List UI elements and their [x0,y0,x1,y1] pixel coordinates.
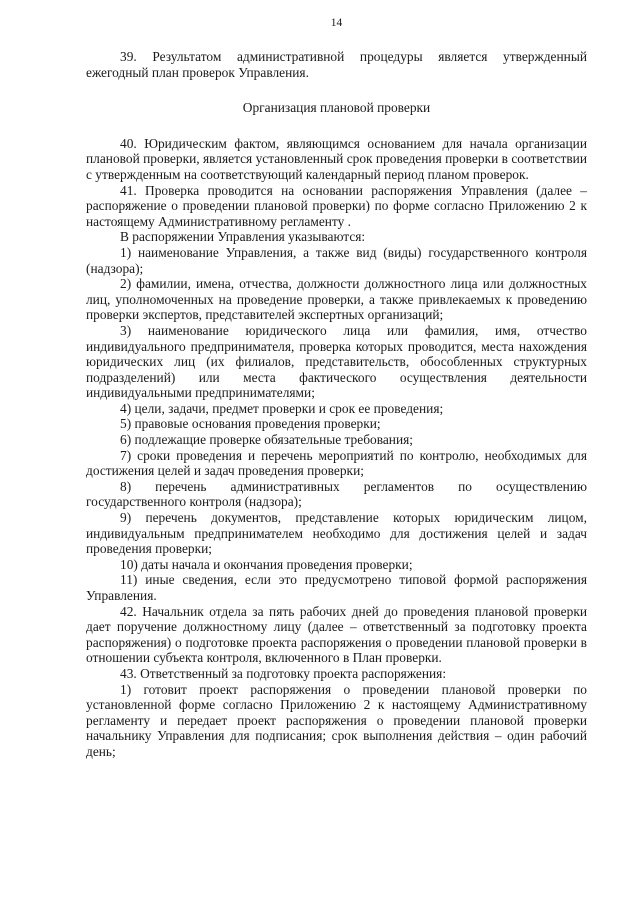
list-item-9: 9) перечень документов, представление которых юридическим лицом, индивидуальным предпринимателем необходимо для достижения целей и задач проведения проверки; [86,510,587,557]
list-item-3: 3) наименование юридического лица или фамилия, имя, отчество индивидуального предпринимателя, проверка которых проводится, места нахождения юридических лиц (их филиалов, представительств, обособленных структурных подразделений) или места фактического осуществления деятельности индивидуальными предпринимателями; [86,322,587,401]
list-item-11: 11) иные сведения, если это предусмотрено типовой формой распоряжения Управления. [86,572,587,603]
list-item-8: 8) перечень административных регламентов по осуществлению государственного контроля (надзора); [86,478,587,510]
document-body [86,49,587,760]
list-item-7: 7) сроки проведения и перечень мероприятий по контролю, необходимых для достижения целей и задач проведения проверки; [86,447,587,479]
paragraph-intro: В распоряжении Управления указываются: [120,229,366,245]
paragraph-42: 42. Начальник отдела за пять рабочих дней до проведения плановой проверки дает поручение должностному лицу (далее – ответственный за подготовку проекта распоряжения) о подготовке проекта распоряжения о проведении плановой проверки в отношении субъекта контроля, включенного в План проверки. [86,603,587,666]
list-item-5: 5) правовые основания проведения проверки; [120,416,381,432]
paragraph-43: 43. Ответственный за подготовку проекта распоряжения: [120,665,447,681]
section-heading: Организация плановой проверки [242,100,431,116]
list-item-10: 10) даты начала и окончания проведения проверки; [120,556,413,572]
paragraph-41: 41. Проверка проводится на основании распоряжения Управления (далее – распоряжение о проведении плановой проверки) по форме согласно Приложению 2 к настоящему Административному регламенту . [86,182,587,229]
paragraph-40: 40. Юридическим фактом, являющимся основанием для начала организации плановой проверки, является установленный срок проведения проверки в соответствии с утвержденным на соответствующий календарный период планом проверок. [86,135,587,182]
paragraph-39: 39. Результатом административной процедуры является утвержденный ежегодный план проверок Управления. [86,49,587,80]
list-item-6: 6) подлежащие проверке обязательные требования; [120,432,414,448]
list-item-4: 4) цели, задачи, предмет проверки и срок ее проведения; [120,400,444,416]
list-item-1: 1) наименование Управления, а также вид (виды) государственного контроля (надзора); [86,244,587,276]
paragraph-43-item-1: 1) готовит проект распоряжения о проведении плановой проверки по установленной форме согласно Приложению 2 к настоящему Административному регламенту и передает проект распоряжения о проведении плановой проверки начальнику Управления для подписания; срок выполнения действия – один рабочий день; [86,681,587,759]
list-item-2: 2) фамилии, имена, отчества, должности должностного лица или должностных лиц, уполномоченных на проведение проверки, а также привлекаемых к проведению проверки экспертов, представителей экспертных организаций; [86,276,587,323]
page-number: 14 [330,17,343,29]
